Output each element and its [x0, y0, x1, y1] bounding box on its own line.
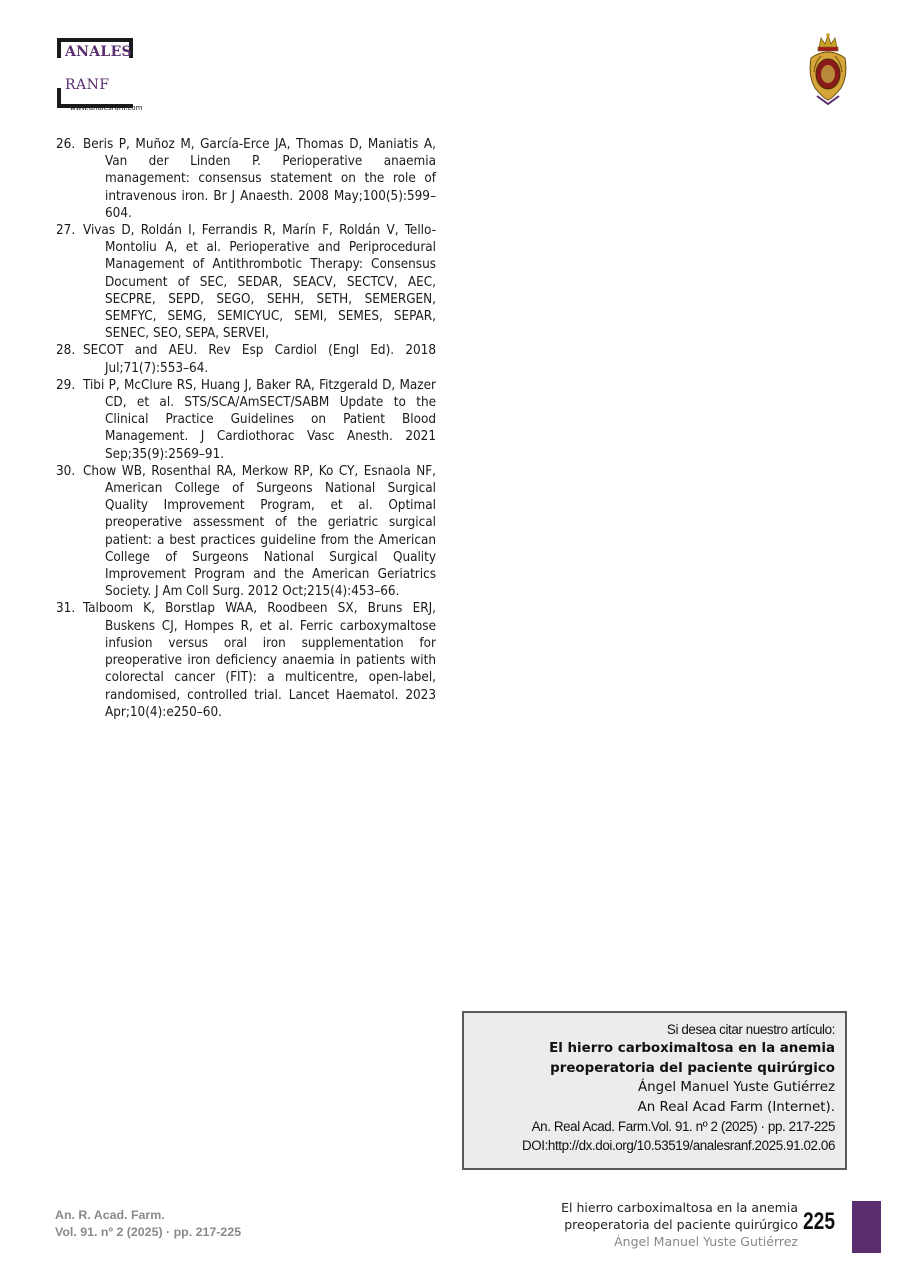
- reference-number: 28.: [56, 343, 76, 359]
- crest-icon: [805, 32, 851, 106]
- reference-number: 31.: [56, 601, 76, 617]
- logo-url: www.analesranf.com: [70, 104, 143, 112]
- reference-text: Chow WB, Rosenthal RA, Merkow RP, Ko CY, Esnaola NF, American College of Surgeons National Surgical Quality Improvement Program, et al. Optimal preoperative assessment of the geriatric surgical patient: a best practices guideline from the American College of Surgeons National Surgical Quality Improvement Program and the American Geriatrics Society. J Am Coll Surg. 2012 Oct;215(4):453–66.: [83, 463, 436, 600]
- footer-title-line-2: preoperatoria del paciente quirúrgico: [564, 1217, 798, 1232]
- reference-text: Beris P, Muñoz M, García-Erce JA, Thomas D, Maniatis A, Van der Linden P. Perioperative anaemia management: consensus statement on the role of intravenous iron. Br J Anaesth. 2008 May;100(5):599–604.: [83, 137, 436, 221]
- reference-item: [56, 463, 436, 601]
- reference-text: Tibi P, McClure RS, Huang J, Baker RA, Fitzgerald D, Mazer CD, et al. STS/SCA/AmSECT/SABM Update to the Clinical Practice Guidelines on Patient Blood Management. J Cardiothorac Vasc Anesth. 2021 Sep;35(9):2569–91.: [83, 377, 436, 462]
- journal-logo: [57, 38, 177, 116]
- reference-item: [56, 600, 436, 720]
- citation-title-line-2: preoperatoria del paciente quirúrgico: [550, 1060, 835, 1076]
- crest-shield: [810, 52, 846, 100]
- reference-item: [56, 342, 436, 376]
- citation-journal: An Real Acad Farm (Internet).: [637, 1099, 835, 1115]
- logo-bracket: [57, 38, 133, 42]
- citation-reference: An. Real Acad. Farm.Vol. 91. nº 2 (2025) · pp. 217-225: [531, 1119, 835, 1135]
- reference-number: 30.: [56, 463, 76, 479]
- crest-crown: [818, 33, 838, 51]
- footer-journal-name: An. R. Acad. Farm.: [55, 1208, 165, 1222]
- reference-number: 29.: [56, 377, 76, 393]
- reference-text: Vivas D, Roldán I, Ferrandis R, Marín F, Roldán V, Tello-Montoliu A, et al. Perioperative and Periprocedural Management of Antithrombotic Therapy: Consensus Document of SEC, SEDAR, SEACV, SECTCV, AEC, SECPRE, SEPD, SEGO, SEHH, SETH, SEMERGEN, SEMFYC, SEMG, SEMICYUC, SEMI, SEMES, SEPAR, SENEC, SEO, SEPA, SERVEI,: [83, 223, 436, 342]
- footer-article-info: [561, 1199, 798, 1250]
- citation-author: Ángel Manuel Yuste Gutiérrez: [638, 1080, 835, 1096]
- logo-subtitle: RANF: [65, 77, 110, 93]
- reference-list: [56, 136, 436, 721]
- page-number: 225: [803, 1208, 836, 1235]
- citation-box: [462, 1011, 847, 1170]
- footer-volume: Vol. 91. nº 2 (2025) · pp. 217-225: [55, 1225, 242, 1239]
- reference-number: 26.: [56, 137, 76, 152]
- reference-item: [56, 136, 436, 222]
- logo-title: ANALES: [65, 44, 132, 60]
- citation-doi: DOI:http://dx.doi.org/10.53519/analesranf.2025.91.02.06: [521, 1138, 835, 1154]
- logo-bracket: [57, 38, 61, 58]
- footer-journal-info: [55, 1207, 241, 1241]
- reference-text: SECOT and AEU. Rev Esp Cardiol (Engl Ed). 2018 Jul;71(7):553–64.: [83, 343, 436, 376]
- footer-title-line-1: El hierro carboximaltosa en la anemia: [561, 1200, 798, 1215]
- reference-item: [56, 222, 436, 342]
- citation-intro: Si desea citar nuestro artículo:: [666, 1022, 835, 1037]
- citation-title-line-1: El hierro carboximaltosa en la anemia: [549, 1041, 835, 1057]
- reference-item: [56, 377, 436, 463]
- footer-author: Ángel Manuel Yuste Gutiérrez: [614, 1234, 798, 1249]
- reference-number: 27.: [56, 223, 76, 239]
- reference-text: Talboom K, Borstlap WAA, Roodbeen SX, Bruns ERJ, Buskens CJ, Hompes R, et al. Ferric carboxymaltose infusion versus oral iron supplementation for preoperative iron deficiency anaemia in patients with colorectal cancer (FIT): a multicentre, open-label, randomised, controlled trial. Lancet Haematol. 2023 Apr;10(4):e250–60.: [83, 601, 436, 720]
- page-edge-tab: [852, 1201, 881, 1253]
